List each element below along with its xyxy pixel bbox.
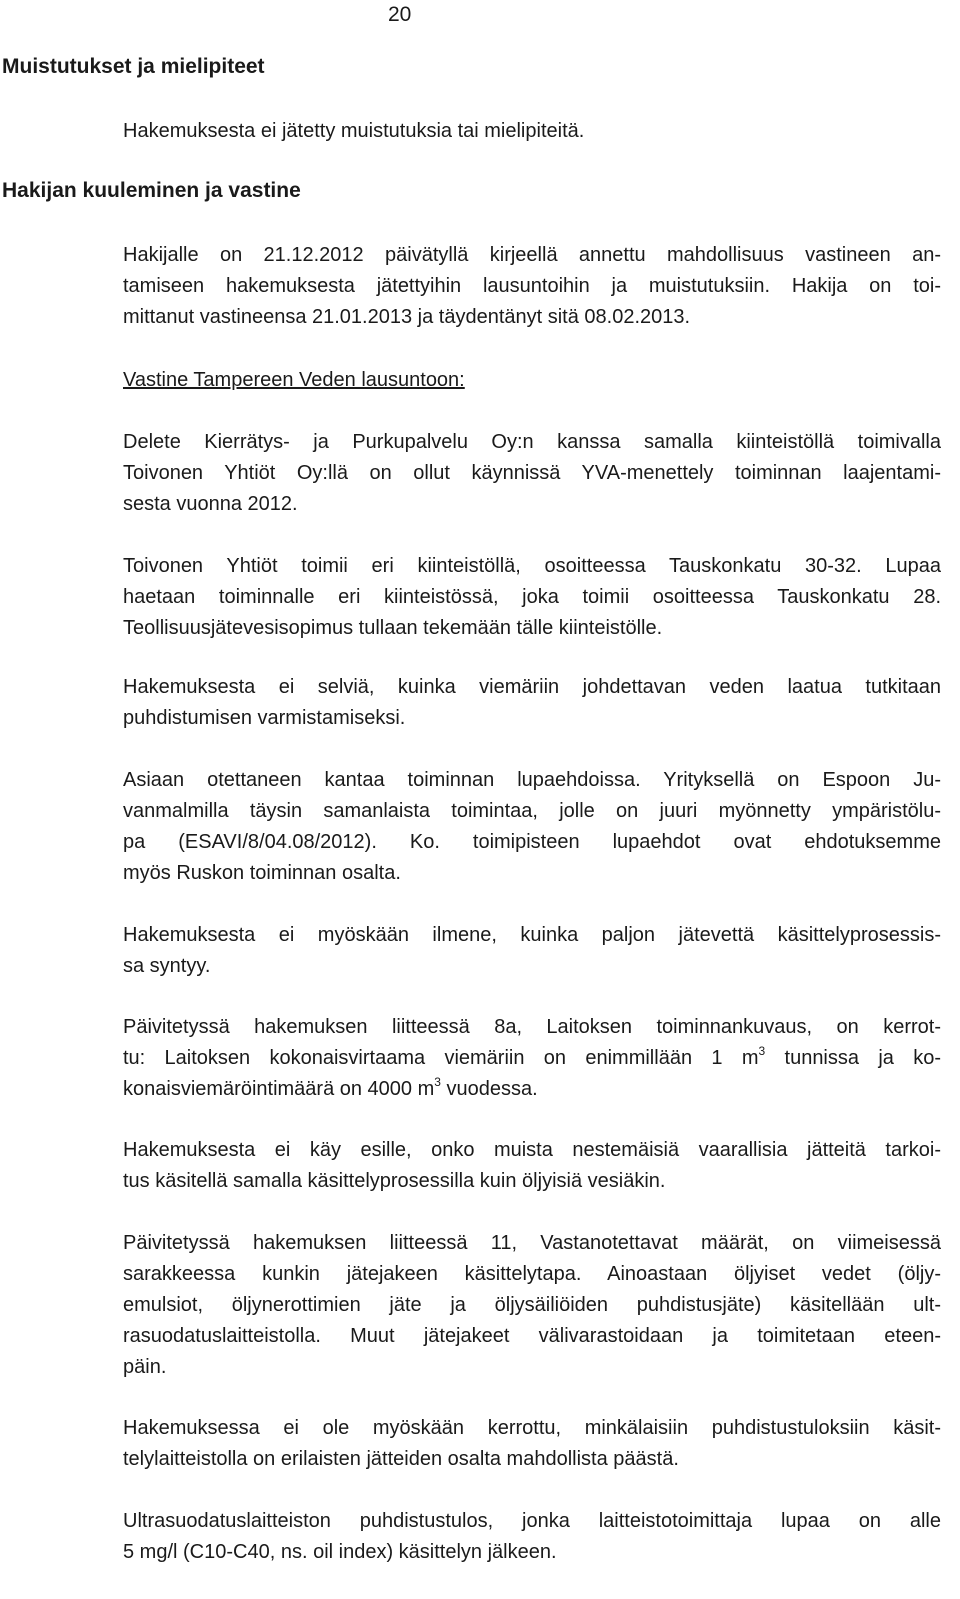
subheading-vastine: Vastine Tampereen Veden lausuntoon: — [123, 369, 465, 391]
section-heading-kuuleminen: Hakijan kuuleminen ja vastine — [2, 179, 301, 202]
section-heading-muistutukset: Muistutukset ja mielipiteet — [2, 55, 265, 78]
page-number: 20 — [388, 3, 412, 26]
section-text-muistutukset: Hakemuksesta ei jätetty muistutuksia tai mielipiteitä. — [123, 120, 585, 142]
